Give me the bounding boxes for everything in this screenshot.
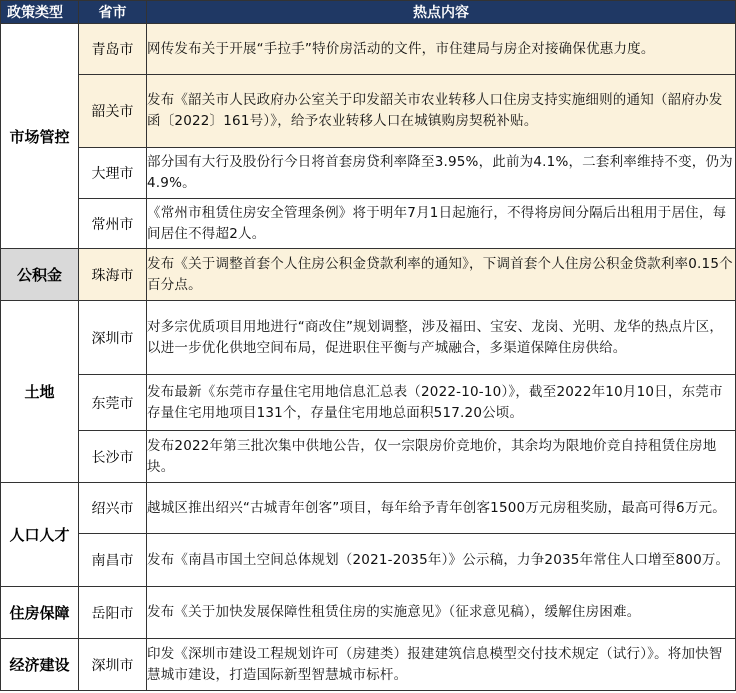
policy-type-market-control: 市场管控 <box>1 24 79 249</box>
content-cell: 发布最新《东莞市存量住宅用地信息汇总表（2022-10-10）》，截至2022年10月10日，东莞市存量住宅用地项目131个，存量住宅用地总面积517.20公顷。 <box>147 375 736 431</box>
content-cell: 发布2022年第三批次集中供地公告，仅一宗限房价竞地价，其余均为限地价竞自持租赁住房地块。 <box>147 431 736 483</box>
table-row <box>1 375 736 431</box>
table-row <box>1 24 736 75</box>
table-row <box>1 249 736 301</box>
city-cell: 常州市 <box>79 199 147 249</box>
table-row <box>1 431 736 483</box>
content-cell: 发布《关于调整首套个人住房公积金贷款利率的通知》，下调首套个人住房公积金贷款利率0.15个百分点。 <box>147 249 736 301</box>
table-row <box>1 199 736 249</box>
content-cell: 网传发布关于开展“手拉手”特价房活动的文件，市住建局与房企对接确保优惠力度。 <box>147 24 736 75</box>
content-cell: 部分国有大行及股份行今日将首套房贷利率降至3.95%，此前为4.1%，二套利率维持不变，仍为4.9%。 <box>147 148 736 199</box>
policy-type-population-talent: 人口人才 <box>1 483 79 587</box>
city-cell: 南昌市 <box>79 534 147 587</box>
city-cell: 岳阳市 <box>79 587 147 639</box>
content-cell: 对多宗优质项目用地进行“商改住”规划调整，涉及福田、宝安、龙岗、光明、龙华的热点片区，以进一步优化供地空间布局，促进职住平衡与产城融合，多渠道保障住房供给。 <box>147 301 736 375</box>
header-hot-content: 热点内容 <box>147 1 736 24</box>
city-cell: 东莞市 <box>79 375 147 431</box>
table-row <box>1 148 736 199</box>
table-row <box>1 587 736 639</box>
content-cell: 发布《韶关市人民政府办公室关于印发韶关市农业转移人口住房支持实施细则的通知（韶府办发函〔2022〕161号）》，给予农业转移人口在城镇购房契税补贴。 <box>147 75 736 148</box>
table-row <box>1 483 736 534</box>
policy-type-housing-security: 住房保障 <box>1 587 79 639</box>
content-cell: 越城区推出绍兴“古城青年创客”项目，每年给予青年创客1500万元房租奖励，最高可得6万元。 <box>147 483 736 534</box>
header-province-city: 省市 <box>79 1 147 24</box>
table-row <box>1 301 736 375</box>
city-cell: 珠海市 <box>79 249 147 301</box>
city-cell: 长沙市 <box>79 431 147 483</box>
city-cell: 绍兴市 <box>79 483 147 534</box>
content-cell: 发布《南昌市国土空间总体规划（2021-2035年）》公示稿，力争2035年常住人口增至800万。 <box>147 534 736 587</box>
city-cell: 大理市 <box>79 148 147 199</box>
city-cell: 深圳市 <box>79 301 147 375</box>
policy-type-provident-fund: 公积金 <box>1 249 79 301</box>
city-cell: 韶关市 <box>79 75 147 148</box>
content-cell: 发布《关于加快发展保障性租赁住房的实施意见》（征求意见稿），缓解住房困难。 <box>147 587 736 639</box>
content-cell: 《常州市租赁住房安全管理条例》将于明年7月1日起施行，不得将房间分隔后出租用于居住，每间居住不得超2人。 <box>147 199 736 249</box>
policy-type-economic-construction: 经济建设 <box>1 639 79 691</box>
header-policy-type: 政策类型 <box>1 1 79 24</box>
table-row <box>1 639 736 691</box>
city-cell: 深圳市 <box>79 639 147 691</box>
city-cell: 青岛市 <box>79 24 147 75</box>
content-cell: 印发《深圳市建设工程规划许可（房建类）报建建筑信息模型交付技术规定（试行）》。将加快智慧城市建设，打造国际新型智慧城市标杆。 <box>147 639 736 691</box>
table-row <box>1 534 736 587</box>
policy-type-land: 土地 <box>1 301 79 483</box>
table-row <box>1 75 736 148</box>
table-header-row <box>1 1 736 24</box>
